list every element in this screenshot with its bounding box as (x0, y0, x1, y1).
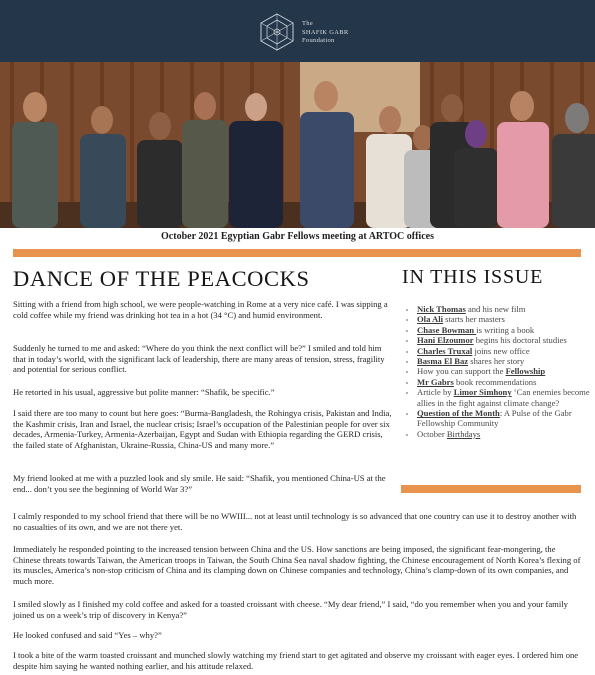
issue-link[interactable]: Birthdays (446, 428, 481, 439)
issue-link[interactable]: Limor Simhony (453, 387, 512, 398)
issue-link[interactable]: Fellowship (505, 366, 546, 377)
issue-item (417, 429, 595, 439)
issue-link[interactable]: Nick Thomas (417, 304, 466, 314)
article-paragraph: He retorted in his usual, aggressive but polite manner: “Shafik, be specific.” (13, 387, 275, 397)
article-paragraph: Immediately he responded pointing to the increased tension between China and the US. How sanctions are being imposed, the significant fear-mongering, the Chinese threats towards Taiwan, the American troops in Taiwan, the South China Sea naval shadow fighting, the Chinese encouragement of North Korea’s flexing of its muscles, America’s non-stop criticism of China and its clamping down on Chinese companies and technology, China’s clamp-down of its own companies, and much more. (13, 544, 581, 586)
issue-text: shares her story (468, 356, 525, 367)
article-paragraph: He looked confused and said “Yes – why?” (13, 630, 162, 640)
issue-link[interactable]: Chase Bowman (417, 324, 477, 335)
article-paragraph: I took a bite of the warm toasted croissant and munched slowly watching my friend start to get agitated and observe my croissant with eager eyes. I ordered him one despite him saying he wanted nothing earlier, and his attitude relaxed. (13, 650, 579, 671)
issue-link[interactable]: Question of the Month (417, 408, 500, 419)
photo-caption: October 2021 Egyptian Gabr Fellows meeting at ARTOC offices (161, 231, 434, 242)
issue-item (417, 387, 595, 408)
issue-text: and his new film (465, 304, 526, 314)
wordmark-line-1: The (302, 20, 314, 27)
issue-link[interactable]: Mr Gabrs (417, 376, 454, 387)
issue-text: book recommendations (453, 376, 537, 387)
issue-link[interactable]: Basma El Baz (417, 356, 469, 367)
issue-item (417, 377, 595, 387)
issue-text: Article by (417, 387, 454, 398)
issue-text: How you can support the (417, 366, 506, 377)
issue-item (417, 346, 595, 356)
article-paragraph: I said there are too many to count but here goes: “Burma-Bangladesh, the Rohingya crisis, Pakistan and India, the Kashmir crisis, Iran and Israel, the nuclear crisis; Israel’s occupation of the Palestinian people for over six decades, Armenia-Turkey, Armenia-Azerbaijan, Egypt and Sudan with Ethiopia regarding the GERD crisis, the failed state of Afghanistan, Ukraine-Russia, China-US and many more.” (13, 408, 392, 450)
sidebar-title: IN THIS ISSUE (402, 266, 544, 288)
issue-item (417, 335, 595, 345)
issue-text: joins new office (472, 345, 530, 356)
issue-text: starts her masters (443, 314, 505, 325)
section-divider-bar (13, 249, 581, 257)
article-title: DANCE OF THE PEACOCKS (13, 266, 310, 291)
foundation-wordmark (302, 20, 348, 46)
issue-item (417, 304, 595, 314)
foundation-logo-icon (257, 12, 297, 52)
issue-text: : A Pulse of the Gabr Fellowship Community (417, 408, 572, 429)
wordmark-line-2: SHAFIK GABR (302, 28, 349, 36)
issue-item (417, 314, 595, 324)
issue-link[interactable]: Ola Ali (417, 314, 444, 325)
sidebar-divider-bar (401, 485, 581, 493)
issue-text: ‘Can enemies become allies in the fight against climate change? (417, 387, 590, 408)
masthead (0, 0, 595, 62)
article-paragraph: I calmly responded to my school friend that there will be no WWIII... not at least until technology is so advanced that one country can use it to destroy another with no casualties of its own, and we are not there yet. (13, 511, 577, 532)
issue-text: October (417, 428, 447, 439)
issue-link[interactable]: Hani Elzoumor (417, 335, 474, 346)
issue-item (417, 366, 595, 376)
wordmark-line-3: Foundation (302, 37, 335, 44)
in-this-issue-list (407, 304, 595, 439)
article-paragraph: I smiled slowly as I finished my cold coffee and asked for a toasted croissant with cheese. “My dear friend,” I said, “do you remember when you and your family joined us on a week’s trip of discovery in Kenya?” (13, 599, 568, 620)
issue-text: is writing a book (476, 324, 535, 335)
issue-item (417, 325, 595, 335)
issue-text: begins his doctoral studies (473, 335, 567, 346)
group-photo-illustration (0, 62, 595, 228)
group-photo (0, 62, 595, 228)
issue-link[interactable]: Charles Truxal (417, 345, 473, 356)
article-paragraph: Suddenly he turned to me and asked: “Where do you think the next conflict will be?” I smiled and told him that in today’s world, with the significant lack of leadership, there are many areas of tension, stress, fragility and potential for serious conflict. (13, 343, 385, 375)
article-paragraph: Sitting with a friend from high school, we were people-watching in Rome at a very nice café. I was sipping a cold coffee while my friend was drinking hot tea in a hot (34 °C) and humid environment. (13, 299, 388, 320)
issue-item (417, 356, 595, 366)
issue-item (417, 408, 595, 429)
article-paragraph: My friend looked at me with a puzzled look and sly smile. He said: “Shafik, you mentioned China-US at the end... don’t you see the beginning of World War 3?” (13, 473, 386, 494)
